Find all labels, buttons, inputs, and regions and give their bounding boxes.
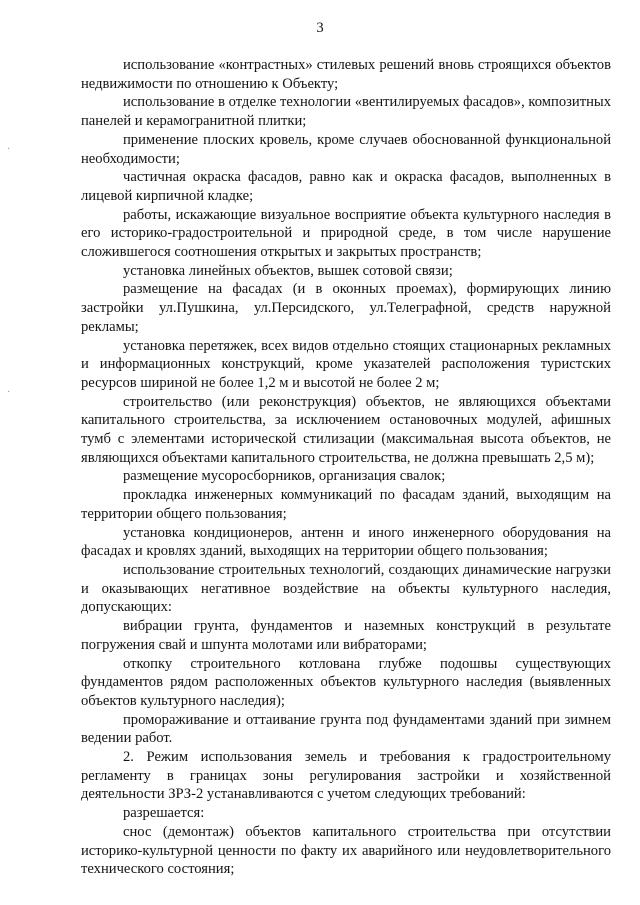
body-paragraph: использование строительных технологий, создающих динамические нагрузки и оказывающих негативное воздействие на объекты культурного наследия, допускающих:	[81, 561, 611, 616]
body-paragraph: использование «контрастных» стилевых решений вновь строящихся объектов недвижимости по отношению к Объекту;	[81, 57, 611, 92]
body-paragraph: частичная окраска фасадов, равно как и окраска фасадов, выполненных в лицевой кирпичной кладке;	[81, 169, 611, 204]
body-paragraph: прокладка инженерных коммуникаций по фасадам зданий, выходящим на территории общего пользования;	[81, 487, 611, 522]
body-paragraph: установка кондиционеров, антенн и иного инженерного оборудования на фасадах и кровлях зданий, выходящих на территории общего пользования;	[81, 524, 611, 560]
scan-margin-mark: ·	[7, 144, 11, 155]
body-paragraph: размещение мусоросборников, организация свалок;	[123, 468, 446, 485]
body-paragraph: строительство (или реконструкция) объектов, не являющихся объектами капитального строительства, за исключением остановочных модулей, афишных тумб с элементами исторической стилизации (максимальная высота объектов, не являющихся объектами капитального строительства, не должна превышать 2,5 м);	[81, 393, 611, 466]
body-paragraph: откопку строительного котлована глубже подошвы существующих фундаментов рядом расположенных объектов культурного наследия (выявленных объектов культурного наследия);	[81, 655, 611, 709]
body-paragraph: снос (демонтаж) объектов капитального строительства при отсутствии историко-культурной ценности по факту их аварийного или неудовлетворительного технического состояния;	[81, 823, 611, 878]
body-paragraph: использование в отделке технологии «вентилируемых фасадов», композитных панелей и керамогранитной плитки;	[81, 94, 611, 130]
body-paragraph: промораживание и оттаивание грунта под фундаментами зданий при зимнем ведении работ.	[81, 711, 611, 747]
body-paragraph: установка линейных объектов, вышек сотовой связи;	[123, 262, 453, 279]
scan-margin-mark: ·	[7, 387, 11, 398]
body-paragraph: размещение на фасадах (и в оконных проемах), формирующих линию застройки ул.Пушкина, ул.Персидского, ул.Телеграфной, средств наружной рекламы;	[81, 281, 611, 335]
body-paragraph: установка перетяжек, всех видов отдельно стоящих стационарных рекламных и информационных конструкций, кроме указателей расположения туристских ресурсов шириной не более 1,2 м и высотой не более 2 м;	[81, 337, 611, 391]
body-paragraph: работы, искажающие визуальное восприятие объекта культурного наследия в его историко-градостроительной и природной среде, в том числе нарушение сложившегося соотношения открытых и закрытых пространств;	[81, 206, 611, 261]
page-number: 3	[316, 20, 324, 36]
body-paragraph: применение плоских кровель, кроме случаев обоснованной функциональной необходимости;	[81, 131, 611, 167]
body-paragraph: вибрации грунта, фундаментов и наземных конструкций в результате погружения свай и шпунта молотами или вибраторами;	[81, 618, 611, 653]
body-paragraph: разрешается:	[123, 805, 205, 822]
section-paragraph: 2. Режим использования земель и требования к градостроительному регламенту в границах зоны регулирования застройки и хозяйственной деятельности ЗРЗ-2 устанавливаются с учетом следующих требований:	[81, 749, 611, 803]
document-body	[81, 56, 611, 879]
